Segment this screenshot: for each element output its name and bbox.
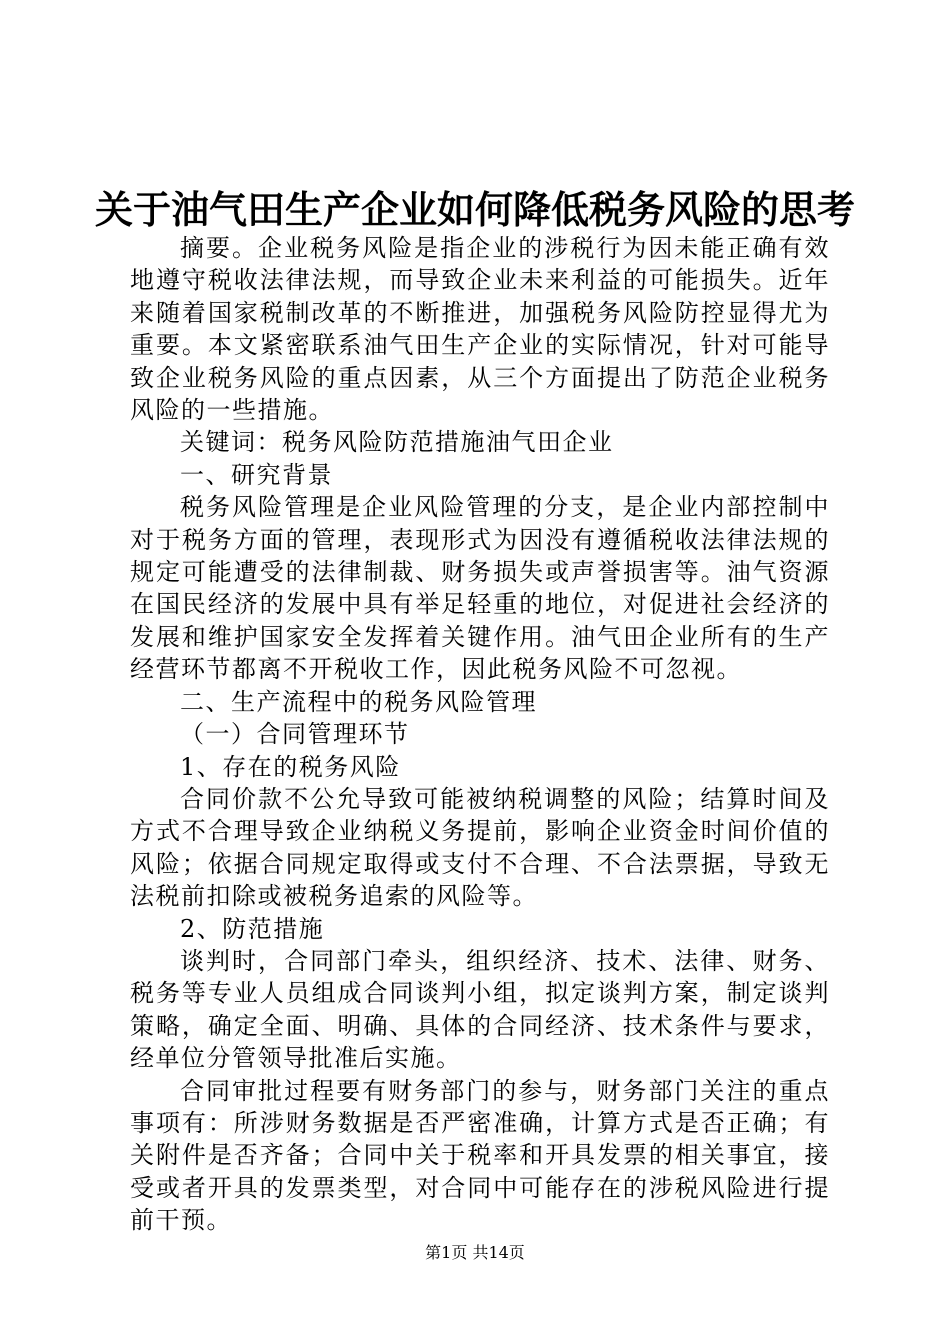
subsection-heading-contract: （一）合同管理环节 [180, 720, 410, 749]
document-title: 关于油气田生产企业如何降低税务风险的思考 [94, 188, 855, 232]
abstract-paragraph: 摘要。企业税务风险是指企业的涉税行为因未能正确有效地遵守税收法律法规，而导致企业未来利益的可能损失。近年来随着国家税制改革的不断推进，加强税务风险防控显得尤为重要。本文紧密联系油气田生产企业的实际情况，针对可能导致企业税务风险的重点因素，从三个方面提出了防范企业税务风险的一些措施。 [130, 234, 830, 425]
negotiation-paragraph: 谈判时，合同部门牵头，组织经济、技术、法律、财务、税务等专业人员组成合同谈判小组，拟定谈判方案，制定谈判策略，确定全面、明确、具体的合同经济、技术条件与要求，经单位分管领导批准后实施。 [130, 946, 830, 1073]
item-heading-risk: 1、存在的税务风险 [180, 752, 401, 781]
section-heading-2: 二、生产流程中的税务风险管理 [180, 687, 537, 716]
background-paragraph: 税务风险管理是企业风险管理的分支，是企业内部控制中对于税务方面的管理，表现形式为因没有遵循税收法律法规的规定可能遭受的法律制裁、财务损失或声誉损害等。油气资源在国民经济的发展中具有举足轻重的地位，对促进社会经济的发展和维护国家安全发挥着关键作用。油气田企业所有的生产经营环节都离不开税收工作，因此税务风险不可忽视。 [130, 493, 830, 684]
page-footer: 第1页 共14页 [425, 1243, 525, 1262]
section-heading-1: 一、研究背景 [180, 460, 333, 489]
keywords-line: 关键词：税务风险防范措施油气田企业 [180, 428, 614, 457]
document-body [130, 232, 830, 1237]
approval-paragraph: 合同审批过程要有财务部门的参与，财务部门关注的重点事项有：所涉财务数据是否严密准确，计算方式是否正确；有关附件是否齐备；合同中关于税率和开具发票的相关事宜，接受或者开具的发票类型，对合同中可能存在的涉税风险进行提前干预。 [130, 1076, 830, 1235]
risk-paragraph: 合同价款不公允导致可能被纳税调整的风险；结算时间及方式不合理导致企业纳税义务提前，影响企业资金时间价值的风险；依据合同规定取得或支付不合理、不合法票据，导致无法税前扣除或被税务追索的风险等。 [130, 784, 830, 911]
item-heading-measures: 2、防范措施 [180, 914, 325, 943]
